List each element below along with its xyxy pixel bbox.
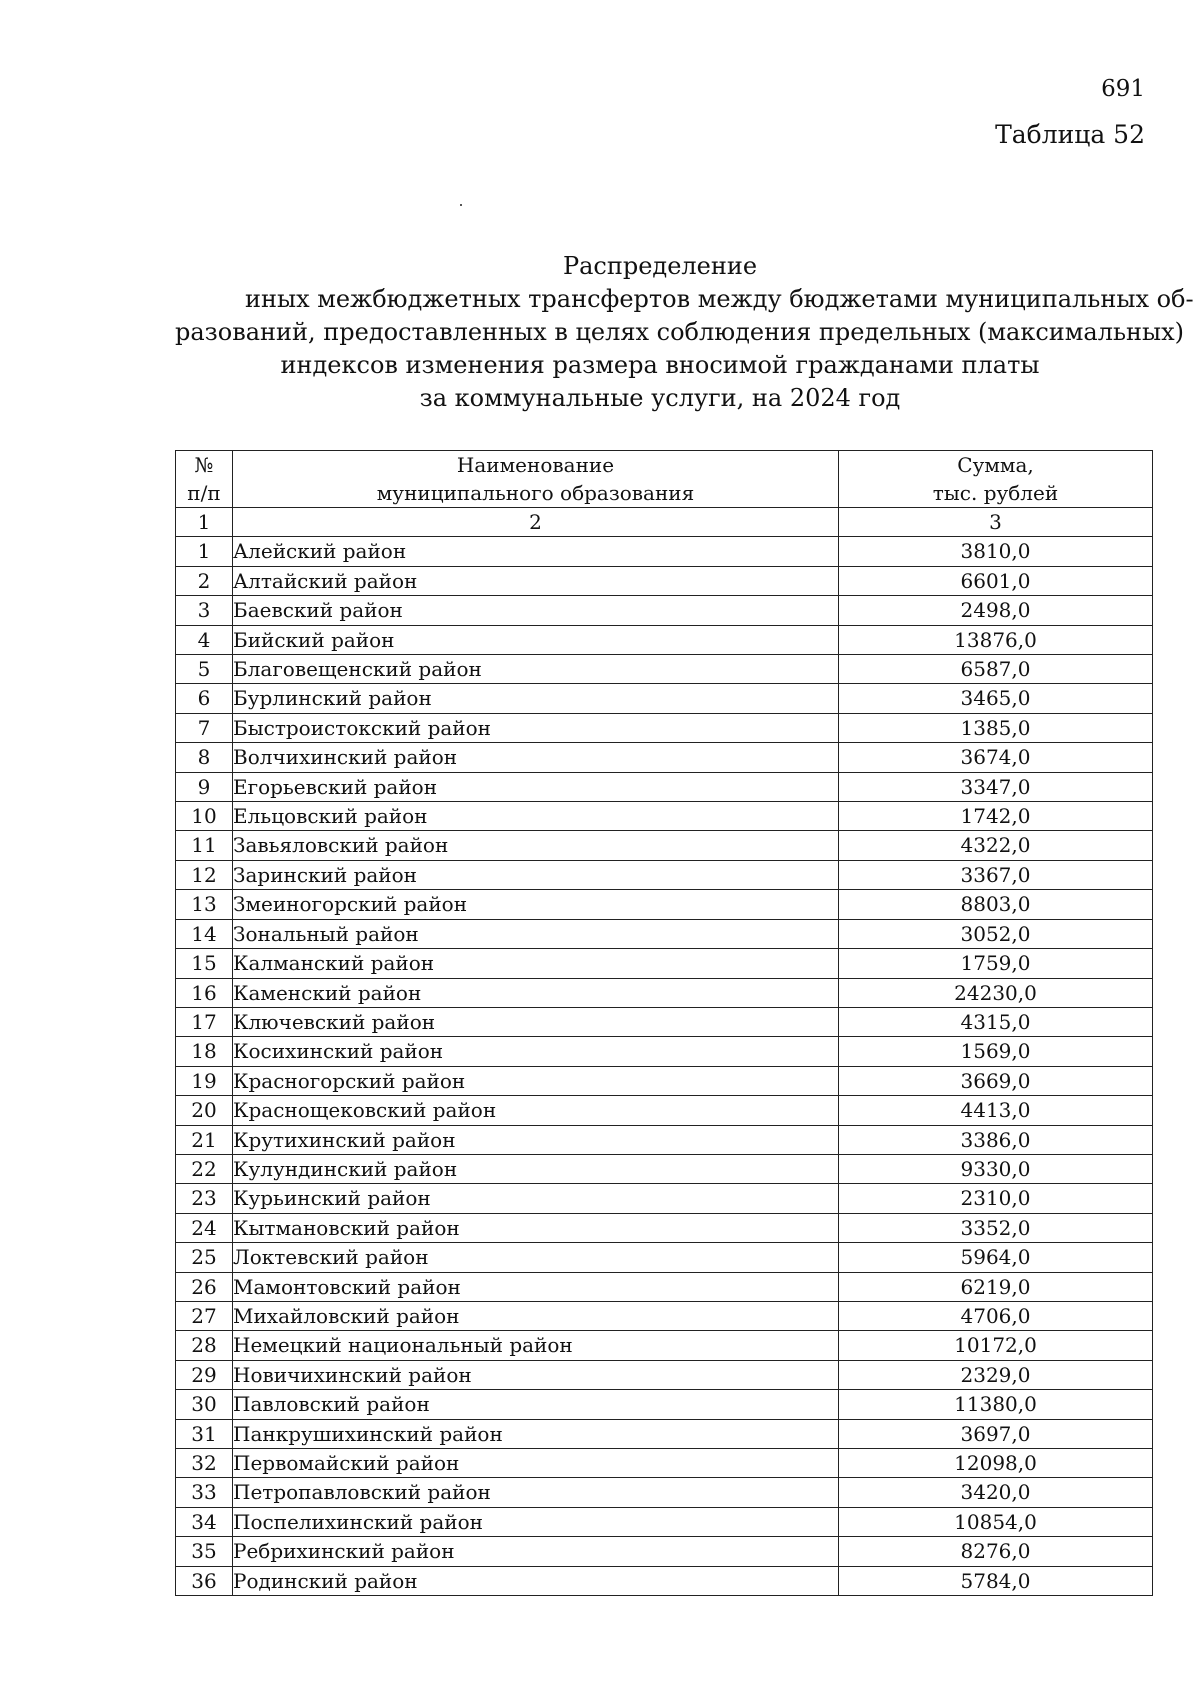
municipality-name: Заринский район [233,860,839,889]
row-number: 36 [176,1566,233,1595]
amount-cell: 24230,0 [839,978,1153,1007]
amount-cell: 3465,0 [839,684,1153,713]
row-number: 13 [176,890,233,919]
table-row [176,1301,1153,1330]
title-line-5: за коммунальные услуги, на 2024 год [419,384,901,412]
municipality-name: Михайловский район [233,1301,839,1330]
row-number: 33 [176,1478,233,1507]
row-number: 24 [176,1213,233,1242]
table-row [176,1007,1153,1036]
header-name [233,451,839,508]
row-number: 2 [176,566,233,595]
amount-cell: 4706,0 [839,1301,1153,1330]
row-number: 3 [176,596,233,625]
row-number: 15 [176,949,233,978]
amount-cell: 4315,0 [839,1007,1153,1036]
table-row [176,566,1153,595]
header-number-line2: п/п [187,481,221,505]
table-row [176,1213,1153,1242]
table-row [176,1566,1153,1595]
municipality-name: Немецкий национальный район [233,1331,839,1360]
amount-cell: 5784,0 [839,1566,1153,1595]
amount-cell: 2498,0 [839,596,1153,625]
header-sum [839,451,1153,508]
municipality-name: Новичихинский район [233,1360,839,1389]
municipality-name: Родинский район [233,1566,839,1595]
row-number: 29 [176,1360,233,1389]
table-row [176,596,1153,625]
table-row [176,1360,1153,1389]
table-header-row [176,451,1153,508]
municipality-name: Панкрушихинский район [233,1419,839,1448]
table-row [176,743,1153,772]
title-line-1: Распределение [562,252,758,280]
row-number: 27 [176,1301,233,1330]
header-number [176,451,233,508]
municipality-name: Бийский район [233,625,839,654]
municipality-name: Быстроистокский район [233,713,839,742]
municipality-name: Красногорский район [233,1066,839,1095]
row-number: 31 [176,1419,233,1448]
row-number: 35 [176,1537,233,1566]
municipality-name: Алейский район [233,537,839,566]
table-row [176,1272,1153,1301]
row-number: 19 [176,1066,233,1095]
municipality-name: Поспелихинский район [233,1507,839,1536]
municipality-name: Курьинский район [233,1184,839,1213]
row-number: 32 [176,1449,233,1478]
header-name-line1: Наименование [456,453,615,477]
header-number-line1: № [194,453,214,477]
amount-cell: 3367,0 [839,860,1153,889]
row-number: 30 [176,1390,233,1419]
table-row [176,1419,1153,1448]
table-row [176,1449,1153,1478]
table-row [176,1066,1153,1095]
table-row [176,1537,1153,1566]
amount-cell: 2310,0 [839,1184,1153,1213]
row-number: 21 [176,1125,233,1154]
row-number: 5 [176,655,233,684]
table-row [176,860,1153,889]
table-row [176,1331,1153,1360]
table-row [176,1478,1153,1507]
distribution-table [175,450,1153,1596]
row-number: 18 [176,1037,233,1066]
header-sum-line2: тыс. рублей [932,481,1059,505]
table-row [176,978,1153,1007]
row-number: 26 [176,1272,233,1301]
header-sum-line1: Сумма, [957,453,1034,477]
municipality-name: Каменский район [233,978,839,1007]
row-number: 7 [176,713,233,742]
title-line-2: иных межбюджетных трансфертов между бюджетами муниципальных об- [245,285,1194,313]
table-row [176,1243,1153,1272]
municipality-name: Косихинский район [233,1037,839,1066]
row-number: 4 [176,625,233,654]
municipality-name: Волчихинский район [233,743,839,772]
table-row [176,684,1153,713]
amount-cell: 1759,0 [839,949,1153,978]
municipality-name: Завьяловский район [233,831,839,860]
amount-cell: 5964,0 [839,1243,1153,1272]
amount-cell: 4322,0 [839,831,1153,860]
column-number-3: 3 [839,508,1153,537]
municipality-name: Кулундинский район [233,1154,839,1183]
header-name-line2: муниципального образования [376,481,695,505]
table-row [176,919,1153,948]
amount-cell: 3810,0 [839,537,1153,566]
table-label: Таблица 52 [995,120,1145,149]
row-number: 10 [176,802,233,831]
row-number: 8 [176,743,233,772]
table-row [176,1125,1153,1154]
table-row [176,890,1153,919]
amount-cell: 9330,0 [839,1154,1153,1183]
row-number: 22 [176,1154,233,1183]
table-row [176,1507,1153,1536]
table-row [176,625,1153,654]
row-number: 1 [176,537,233,566]
amount-cell: 1569,0 [839,1037,1153,1066]
table-row [176,1096,1153,1125]
amount-cell: 12098,0 [839,1449,1153,1478]
column-number-2: 2 [233,508,839,537]
title-line-3: разований, предоставленных в целях соблюдения предельных (максимальных) [175,318,1185,346]
table-body [176,537,1153,1596]
row-number: 6 [176,684,233,713]
column-number-1: 1 [176,508,233,537]
amount-cell: 13876,0 [839,625,1153,654]
amount-cell: 3386,0 [839,1125,1153,1154]
amount-cell: 3669,0 [839,1066,1153,1095]
municipality-name: Петропавловский район [233,1478,839,1507]
amount-cell: 3352,0 [839,1213,1153,1242]
amount-cell: 2329,0 [839,1360,1153,1389]
row-number: 20 [176,1096,233,1125]
document-title [175,250,1194,415]
amount-cell: 11380,0 [839,1390,1153,1419]
row-number: 14 [176,919,233,948]
municipality-name: Баевский район [233,596,839,625]
row-number: 17 [176,1007,233,1036]
table-row [176,713,1153,742]
table-row [176,772,1153,801]
row-number: 34 [176,1507,233,1536]
title-line-4: индексов изменения размера вносимой гражданами платы [280,351,1040,379]
municipality-name: Змеиногорский район [233,890,839,919]
row-number: 25 [176,1243,233,1272]
amount-cell: 6219,0 [839,1272,1153,1301]
table-row [176,802,1153,831]
column-numbers-row [176,508,1153,537]
amount-cell: 1742,0 [839,802,1153,831]
table-row [176,831,1153,860]
page-number: 691 [1101,76,1145,102]
municipality-name: Мамонтовский район [233,1272,839,1301]
amount-cell: 3052,0 [839,919,1153,948]
municipality-name: Зональный район [233,919,839,948]
row-number: 28 [176,1331,233,1360]
row-number: 11 [176,831,233,860]
row-number: 12 [176,860,233,889]
table-row [176,655,1153,684]
municipality-name: Первомайский район [233,1449,839,1478]
amount-cell: 3420,0 [839,1478,1153,1507]
municipality-name: Локтевский район [233,1243,839,1272]
amount-cell: 8803,0 [839,890,1153,919]
table-row [176,1390,1153,1419]
amount-cell: 3347,0 [839,772,1153,801]
amount-cell: 6601,0 [839,566,1153,595]
row-number: 16 [176,978,233,1007]
table-row [176,1154,1153,1183]
amount-cell: 4413,0 [839,1096,1153,1125]
municipality-name: Егорьевский район [233,772,839,801]
municipality-name: Благовещенский район [233,655,839,684]
table-row [176,1184,1153,1213]
municipality-name: Бурлинский район [233,684,839,713]
scan-speck [460,204,462,206]
municipality-name: Кытмановский район [233,1213,839,1242]
municipality-name: Ребрихинский район [233,1537,839,1566]
municipality-name: Ключевский район [233,1007,839,1036]
amount-cell: 3697,0 [839,1419,1153,1448]
table-row [176,949,1153,978]
municipality-name: Калманский район [233,949,839,978]
amount-cell: 1385,0 [839,713,1153,742]
table-row [176,1037,1153,1066]
municipality-name: Краснощековский район [233,1096,839,1125]
municipality-name: Крутихинский район [233,1125,839,1154]
amount-cell: 3674,0 [839,743,1153,772]
row-number: 9 [176,772,233,801]
table-row [176,537,1153,566]
amount-cell: 8276,0 [839,1537,1153,1566]
amount-cell: 10854,0 [839,1507,1153,1536]
municipality-name: Ельцовский район [233,802,839,831]
municipality-name: Алтайский район [233,566,839,595]
row-number: 23 [176,1184,233,1213]
amount-cell: 10172,0 [839,1331,1153,1360]
municipality-name: Павловский район [233,1390,839,1419]
amount-cell: 6587,0 [839,655,1153,684]
